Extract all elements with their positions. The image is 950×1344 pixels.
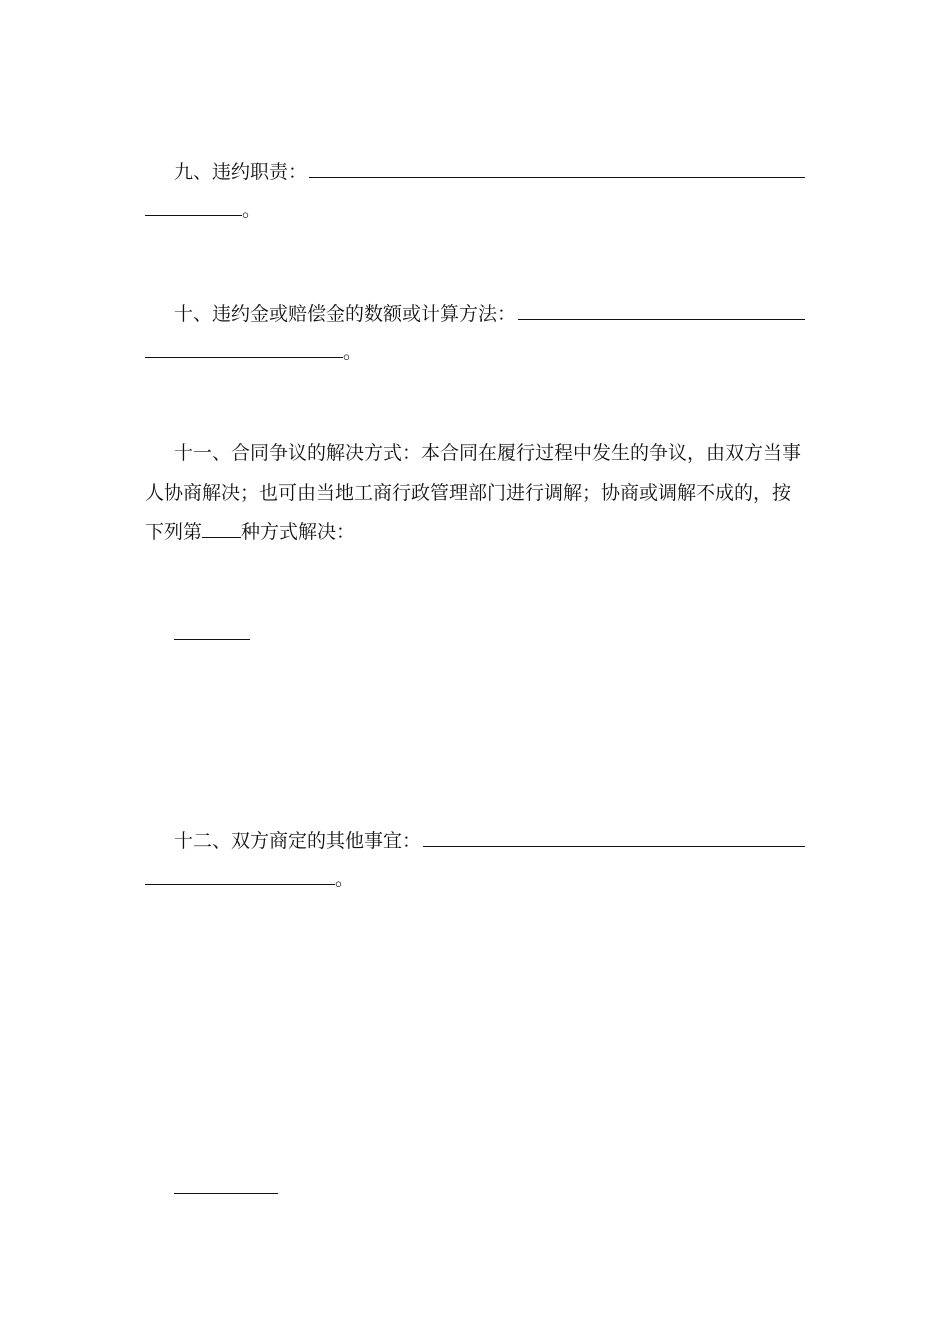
clause-11-pre: 下列第 [145, 521, 203, 543]
clause-9-label: 九、违约职责： [174, 161, 308, 183]
signing-place-blank [174, 1176, 278, 1194]
clause-9-line2 [145, 198, 805, 222]
clause-12-label: 十二、双方商定的其他事宜： [174, 830, 422, 852]
option-1 [174, 622, 805, 646]
clause-12-blank [423, 829, 805, 847]
clause-11-post: 种方式解决： [241, 521, 356, 543]
clause-11-line3 [145, 520, 805, 544]
option-1-blank [174, 622, 250, 640]
clause-11-choice-blank [202, 520, 241, 538]
clause-10-line1 [174, 302, 805, 326]
clause-12-line2 [145, 867, 805, 891]
clause-9-line1 [174, 160, 805, 184]
clause-9-blank [309, 160, 805, 178]
clause-12-line1 [174, 829, 805, 853]
clause-9-end: 。 [242, 199, 262, 221]
clause-11-line1: 十一、合同争议的解决方式：本合同在履行过程中发生的争议，由双方当事 [174, 442, 802, 464]
clause-10-line2 [145, 340, 805, 364]
clause-10-blank-cont [145, 340, 343, 358]
clause-11-line2: 人协商解决；也可由当地工商行政管理部门进行调解；协商或调解不成的，按 [145, 482, 792, 504]
clause-9-blank-cont [145, 198, 242, 216]
clause-10-label: 十、违约金或赔偿金的数额或计算方法： [174, 303, 517, 325]
clause-10-blank [518, 302, 805, 320]
clause-10-end: 。 [343, 341, 363, 363]
clause-12-blank-cont [145, 867, 335, 885]
clause-12-end: 。 [335, 868, 355, 890]
signing-place [174, 1176, 805, 1200]
